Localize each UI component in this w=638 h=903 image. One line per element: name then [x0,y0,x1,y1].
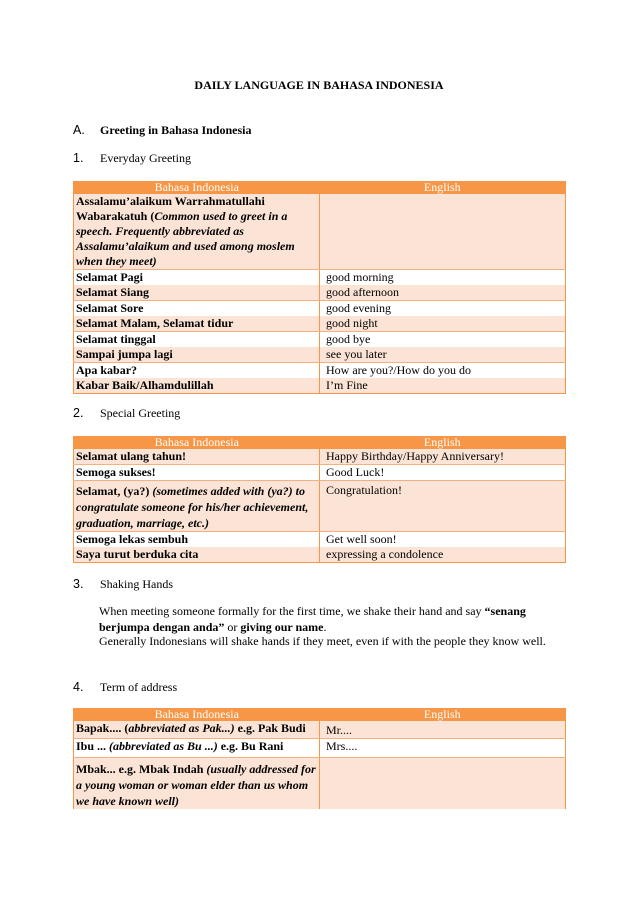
id-note: (usually addressed for a young woman or woman elder than us whom we have known well) [76,762,316,808]
id-example: e.g. Bu Rani [217,739,284,753]
table3-header-en: English [320,708,566,721]
shaking-phrase: “senang berjumpa dengan anda” [99,604,526,634]
en-text: Good Luck! [320,465,566,481]
en-text: Mrs.... [320,739,566,758]
section-4-text: Term of address [100,680,178,694]
section-1-number: 1. [73,151,84,165]
shaking-text-a: When meeting someone formally for the first time, we shake their hand and say [99,604,485,618]
en-text [320,194,566,270]
id-text: Semoga lekas sembuh [74,532,320,548]
section-3-number: 3. [73,577,84,591]
id-text: Semoga sukses! [74,465,320,481]
id-text: Bapak.... ( [76,721,129,735]
table1-header-id: Bahasa Indonesia [74,181,320,194]
en-text: Happy Birthday/Happy Anniversary! [320,449,566,465]
id-text: Mbak... e.g. Mbak Indah [76,762,207,776]
section-4-number: 4. [73,680,84,694]
section-4-heading [73,680,177,695]
id-note: abbreviated as Pak...) [128,721,235,735]
section-1-heading [73,151,191,166]
id-note: (abbreviated as Bu ...) [109,739,218,753]
section-1-text: Everyday Greeting [100,151,191,165]
section-3-heading [73,577,173,592]
table-row [74,721,566,739]
table-row [74,194,566,270]
table-row [74,363,566,379]
table-row [74,301,566,317]
table2-header-id: Bahasa Indonesia [74,436,320,449]
id-text: Selamat Pagi [74,270,320,286]
en-text: good evening [320,301,566,317]
table-row [74,532,566,548]
id-text: Selamat Sore [74,301,320,317]
en-text: How are you?/How do you do [320,363,566,379]
en-text: Congratulation! [320,481,566,532]
table-row [74,449,566,465]
table1-header-en: English [320,181,566,194]
table-row [74,739,566,758]
table-row [74,758,566,810]
section-a-heading [73,123,251,138]
table-row [74,316,566,332]
id-text: Saya turut berduka cita [74,547,320,563]
table-row [74,332,566,348]
table-row [74,481,566,532]
table-row [74,285,566,301]
id-text: Sampai jumpa lagi [74,347,320,363]
id-text: Selamat ulang tahun! [74,449,320,465]
id-example: e.g. Pak Budi [234,721,306,735]
en-text: good night [320,316,566,332]
en-text: Get well soon! [320,532,566,548]
id-text: Selamat, (ya?) [76,484,153,498]
id-text: Kabar Baik/Alhamdulillah [74,378,320,394]
en-text: expressing a condolence [320,547,566,563]
shaking-giving-name: giving our name [240,620,324,634]
section-a-text: Greeting in Bahasa Indonesia [100,123,252,137]
section-3-text: Shaking Hands [100,577,173,591]
table-row [74,547,566,563]
id-note: Common used to greet in a speech. Frequently abbreviated as Assalamu’alaikum and used among moslem when they meet) [76,209,295,268]
shaking-text-c: or [224,620,241,634]
id-text: Selamat tinggal [74,332,320,348]
en-text: good bye [320,332,566,348]
section-2-number: 2. [73,406,84,420]
id-text: Ibu ... [76,739,110,753]
en-text [320,758,566,810]
en-text: good morning [320,270,566,286]
everyday-greeting-table [73,181,566,394]
table-row [74,270,566,286]
shaking-text-e: . [323,620,327,634]
section-2-heading [73,406,180,421]
en-text: good afternoon [320,285,566,301]
en-text: Mr.... [320,721,566,739]
id-text: Selamat Siang [74,285,320,301]
id-text: Selamat Malam, Selamat tidur [74,316,320,332]
id-text: Apa kabar? [74,363,320,379]
id-text: Assalamu’alaikum Warrahmatullahi Wabarakatuh ( [76,194,265,223]
shaking-hands-paragraph-2: Generally Indonesians will shake hands if they meet, even if with the people they know well. [99,634,546,648]
table-row [74,465,566,481]
en-text: see you later [320,347,566,363]
table-row [74,378,566,394]
en-text: I’m Fine [320,378,566,394]
special-greeting-table [73,436,566,563]
term-of-address-table [73,708,566,809]
section-a-number: A. [73,123,85,137]
page-title: DAILY LANGUAGE IN BAHASA INDONESIA [194,78,444,92]
section-2-text: Special Greeting [100,406,181,420]
id-note: (sometimes added with (ya?) to congratulate someone for his/her achievement, graduation, marriage, etc.) [76,484,309,530]
shaking-hands-paragraph-1 [99,603,569,635]
table3-header-id: Bahasa Indonesia [74,708,320,721]
table-row [74,347,566,363]
table2-header-en: English [320,436,566,449]
